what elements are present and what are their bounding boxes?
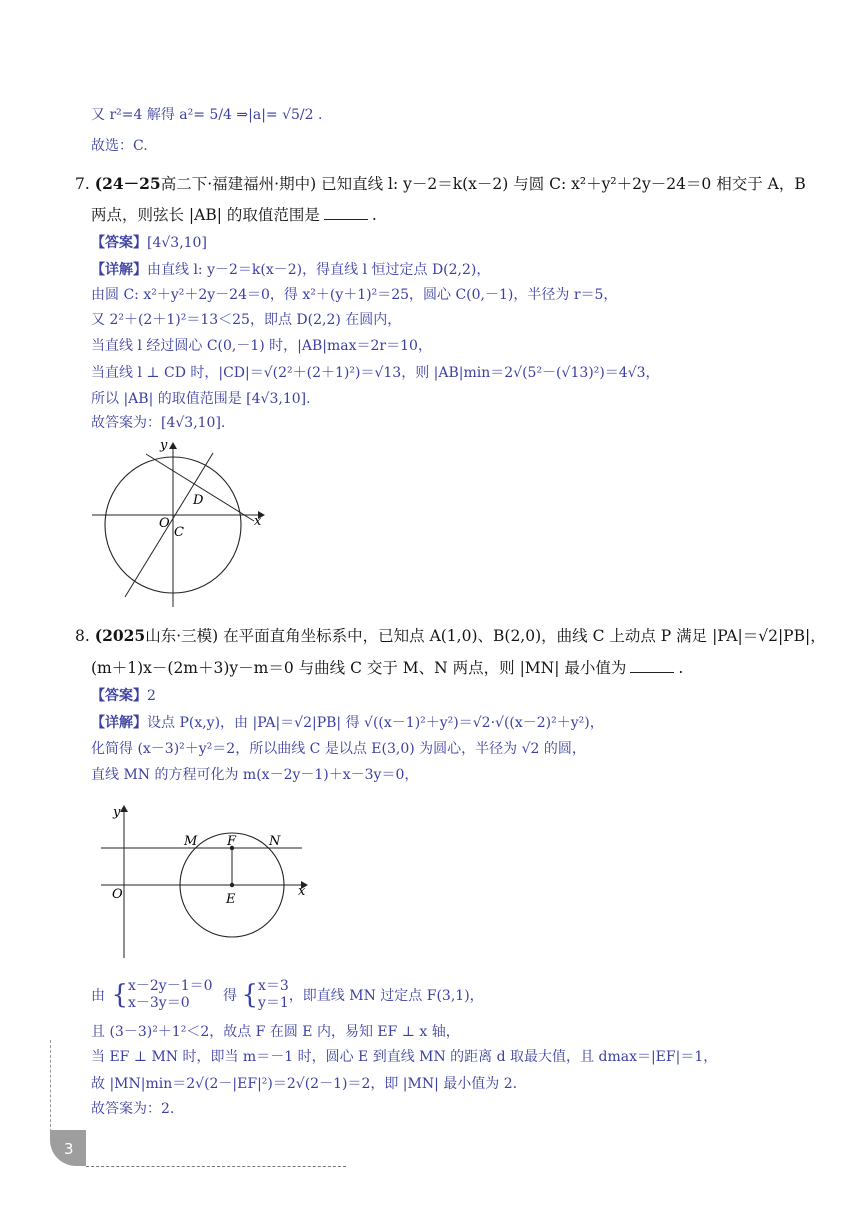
- q7-detail-6: 所以 |AB| 的取值范围是 [4√3,10].: [91, 391, 311, 407]
- q8-answer-tag: 【答案】: [91, 688, 147, 704]
- q8-detail-4-pre: 由: [91, 988, 105, 1004]
- q8-answer: [91, 689, 156, 703]
- q7-source-year: (24－25: [94, 174, 161, 193]
- q7-label-x: x: [254, 514, 262, 529]
- q7-stem-line-2: [91, 207, 377, 224]
- q7-answer-tag: 【答案】: [91, 235, 147, 251]
- q8-answer-value: 2: [147, 688, 156, 704]
- q8-stem-1: 在平面直角坐标系中，已知点 A(1,0)、B(2,0)，曲线 C 上动点 P 满足 |PA|＝√2|PB|，: [223, 627, 826, 645]
- q8-detail-4-mid: 得: [222, 988, 237, 1004]
- q8-label-m: M: [184, 834, 198, 849]
- q8-system-1-eqs: [128, 978, 213, 1012]
- q8-source-year: (2025: [94, 626, 146, 645]
- q7-detail-7: 故答案为：[4√3,10].: [91, 415, 226, 431]
- q8-system-1: {: [111, 980, 128, 1010]
- q8-source: 山东·三模): [145, 627, 219, 645]
- q8-detail-5: 且 (3－3)²＋1²＜2，故点 F 在圆 E 内，易知 EF ⊥ x 轴，: [91, 1024, 460, 1040]
- q8-stem-line-1: [75, 628, 826, 645]
- q8-label-x: x: [298, 884, 306, 899]
- q8-detail-7: 故 |MN|min＝2√(2－|EF|²)＝2√(2－1)＝2，即 |MN| 最小值为 2.: [91, 1076, 518, 1092]
- q7-label-o: O: [159, 516, 170, 531]
- q8-detail-4: [91, 978, 484, 1012]
- q7-label-c: C: [174, 525, 184, 540]
- q7-detail-2: 由圆 C: x²＋y²＋2y－24＝0，得 x²＋(y＋1)²＝25，圆心 C(0,－1)，半径为 r＝5，: [91, 287, 618, 303]
- page-number-tab: [50, 1130, 86, 1166]
- q7-stem-end: .: [371, 206, 377, 224]
- q8-detail-8: 故答案为：2.: [91, 1101, 175, 1117]
- q8-system-2: {: [241, 980, 258, 1010]
- q8-point-e: [230, 883, 234, 887]
- prev-solution-line-1: 又 r²=4 解得 a²= 5/4 ⇒|a|= √5/2 .: [91, 107, 323, 123]
- q7-number: 7.: [75, 175, 90, 193]
- q7-stem-1: 已知直线 l: y－2＝k(x－2) 与圆 C: x²＋y²＋2y－24＝0 相交于 A，B: [321, 175, 806, 193]
- q8-detail-6: 当 EF ⊥ MN 时，即当 m＝－1 时，圆心 E 到直线 MN 的距离 d 取最大值，且 dmax＝|EF|＝1，: [91, 1049, 718, 1065]
- q7-answer-blank: [324, 207, 368, 220]
- q7-answer: [91, 236, 207, 250]
- q8-system-1-eq-2: x－3y＝0: [128, 995, 190, 1011]
- q7-detail-3: 又 2²＋(2＋1)²＝13＜25，即点 D(2,2) 在圆内，: [91, 312, 402, 328]
- q8-label-n: N: [269, 834, 281, 849]
- q8-system-2-eq-2: y＝1: [257, 995, 289, 1011]
- q8-system-1-eq-1: x－2y－1＝0: [128, 978, 213, 994]
- q8-stem-line-2: [91, 660, 683, 677]
- q8-label-f: F: [227, 834, 237, 849]
- q7-detail-tag: 【详解】: [91, 262, 147, 278]
- q8-detail-3: 直线 MN 的方程可化为 m(x－2y－1)＋x－3y＝0，: [91, 767, 419, 783]
- q7-stem-2: 两点，则弦长 |AB| 的取值范围是: [91, 206, 320, 224]
- q8-detail-4-post: ，即直线 MN 过定点 F(3,1)，: [288, 988, 484, 1004]
- q7-perpendicular-line: [146, 454, 254, 521]
- q8-stem-2: (m＋1)x－(2m＋3)y－m＝0 与曲线 C 交于 M、N 两点，则 |MN| 最小值为: [91, 659, 627, 677]
- q8-label-y: y: [113, 805, 121, 820]
- page-footer-dashed-line: [86, 1166, 346, 1167]
- q7-detail-text-1: 由直线 l: y－2＝k(x－2)，得直线 l 恒过定点 D(2,2)，: [147, 262, 491, 278]
- q8-stem-end: .: [678, 659, 684, 677]
- q8-label-o: O: [112, 887, 123, 902]
- q7-source: 高二下·福建福州·期中): [160, 175, 317, 193]
- q7-label-d: D: [193, 493, 204, 508]
- q8-number: 8.: [75, 627, 90, 645]
- q8-system-2-eqs: [258, 978, 289, 1012]
- q7-detail-5: 当直线 l ⊥ CD 时，|CD|＝√(2²＋(2＋1)²)＝√13，则 |AB|min＝2√(5²－(√13)²)＝4√3，: [91, 365, 660, 381]
- q8-label-e: E: [226, 892, 236, 907]
- page-number: 3: [64, 1140, 74, 1158]
- q7-stem-line-1: [75, 176, 806, 193]
- q8-figure: [95, 800, 320, 965]
- q8-detail-1: [91, 716, 604, 730]
- prev-solution-line-2: 故选：C.: [91, 138, 148, 154]
- q7-detail-4: 当直线 l 经过圆心 C(0,－1) 时，|AB|max＝2r＝10，: [91, 338, 432, 354]
- q7-label-y: y: [160, 438, 168, 453]
- page-margin-dashed-line: [50, 1040, 51, 1132]
- q8-answer-blank: [630, 660, 674, 673]
- q7-answer-value: [4√3,10]: [147, 235, 207, 251]
- q8-detail-text-1: 设点 P(x,y)，由 |PA|＝√2|PB| 得 √((x－1)²＋y²)＝√2·√((x－2)²＋y²)，: [147, 715, 604, 731]
- q8-detail-2: 化简得 (x－3)²＋y²＝2，所以曲线 C 是以点 E(3,0) 为圆心，半径为 √2 的圆，: [91, 741, 586, 757]
- q7-figure: [88, 435, 278, 615]
- q8-detail-tag: 【详解】: [91, 715, 147, 731]
- q8-system-2-eq-1: x＝3: [257, 978, 289, 994]
- q7-detail-1: [91, 263, 490, 277]
